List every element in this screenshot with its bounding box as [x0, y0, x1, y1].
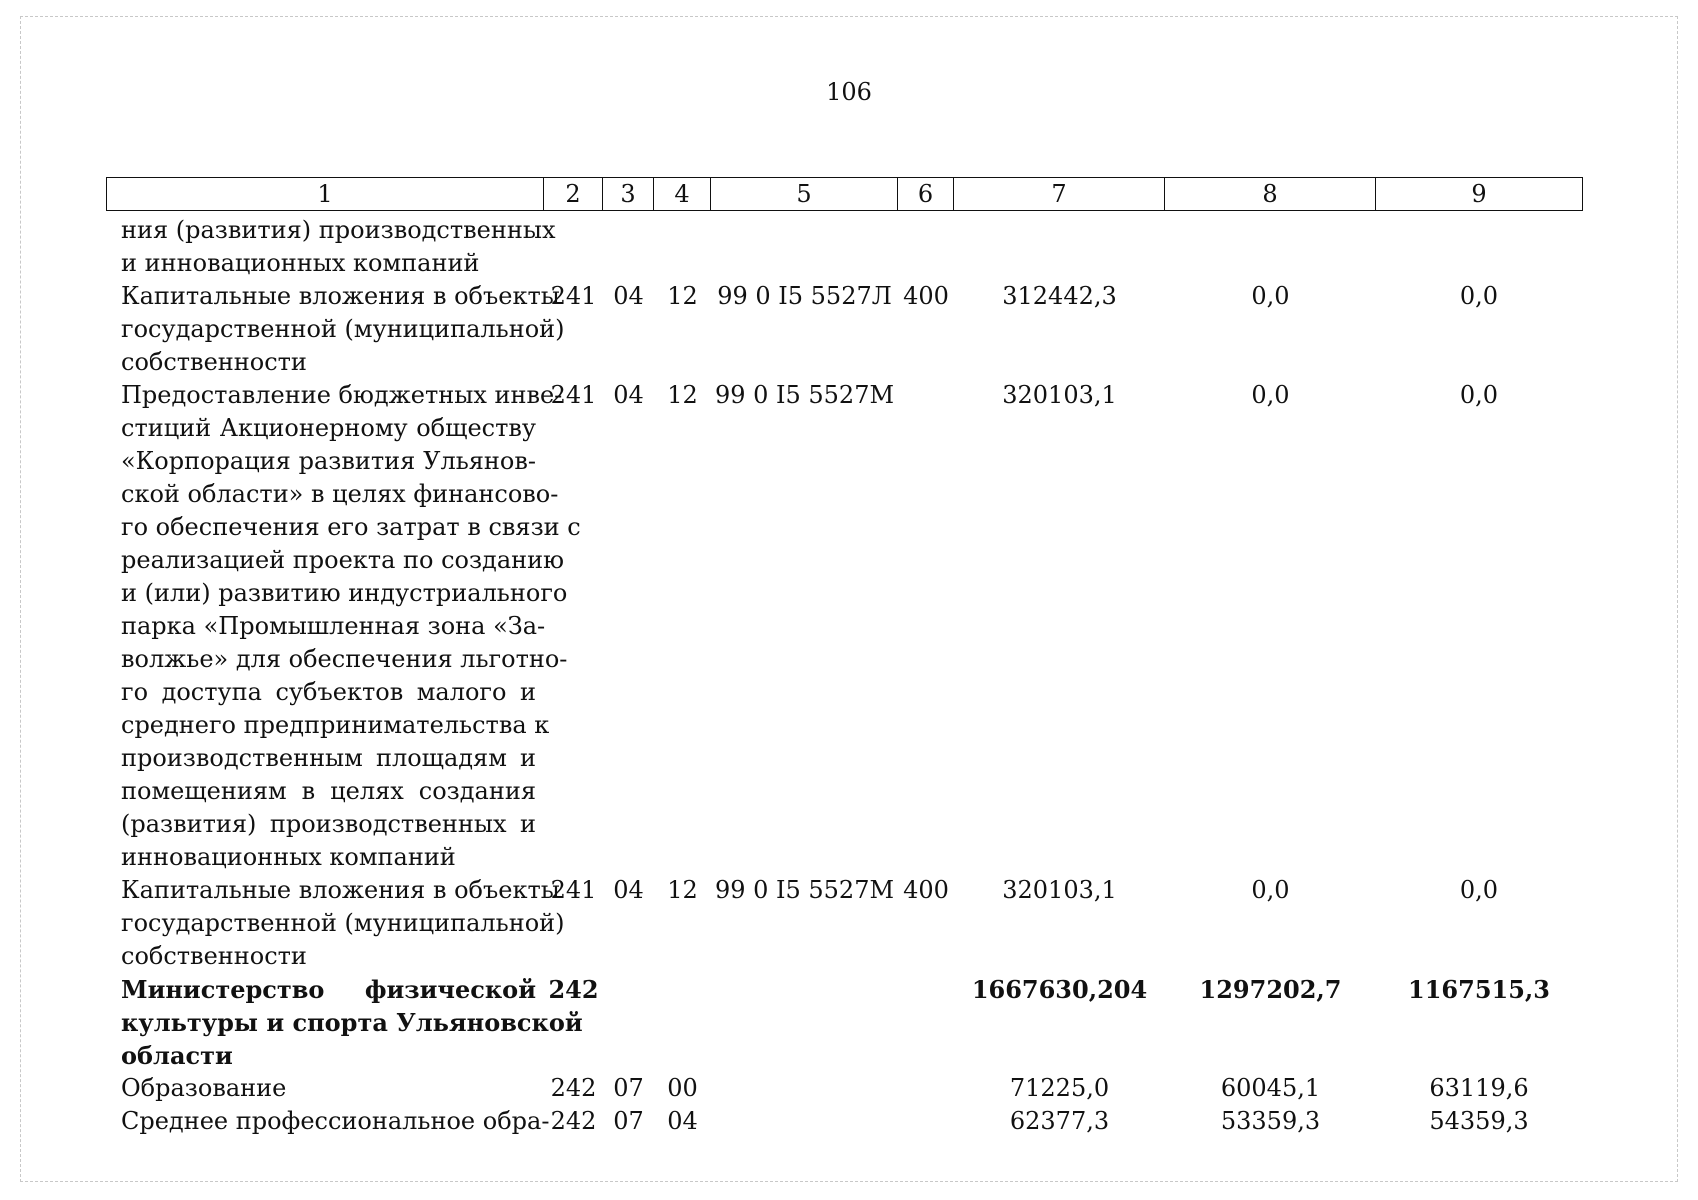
cell-c8: 0,0 — [1251, 381, 1290, 409]
row-name-line: Предоставление бюджетных инве- — [121, 381, 563, 409]
cell-c8: 0,0 — [1251, 876, 1290, 904]
row-name-line: реализацией проекта по созданию — [121, 546, 565, 574]
cell-c7: 320103,1 — [1002, 876, 1117, 904]
cell-c6: 400 — [903, 282, 949, 310]
cell-c2: 241 — [550, 381, 597, 409]
row-name — [121, 1105, 550, 1138]
cell-c3: 07 — [613, 1074, 644, 1102]
cell-c9: 0,0 — [1459, 381, 1499, 409]
row-name-line: го доступа субъектов малого и — [121, 678, 536, 706]
cell-c3: 04 — [613, 876, 644, 904]
row-name-line: «Корпорация развития Ульянов- — [121, 447, 536, 475]
header-col-4: 4 — [654, 178, 711, 210]
header-col-2: 2 — [544, 178, 603, 210]
header-col-9: 9 — [1471, 180, 1487, 208]
row-name-line: помещениям в целях создания — [121, 777, 536, 805]
row-name — [121, 214, 556, 280]
cell-c8: 53359,3 — [1220, 1107, 1321, 1135]
cell-c7: 312442,3 — [1002, 282, 1117, 310]
cell-c9: 0,0 — [1459, 876, 1499, 904]
row-name-line: государственной (муниципальной) — [121, 909, 565, 937]
row-name-line: области — [121, 1041, 233, 1070]
cell-c6: 400 — [903, 876, 949, 904]
row-name-line: и (или) развитию индустриального — [121, 579, 568, 607]
row-name — [121, 280, 565, 379]
cell-c9: 63119,6 — [1429, 1074, 1529, 1102]
row-name-line: стиций Акционерному обществу — [121, 414, 536, 442]
cell-c4: 04 — [667, 1107, 698, 1135]
row-name-line: парка «Промышленная зона «За- — [121, 612, 546, 640]
row-name-line: Образование — [121, 1074, 287, 1102]
row-name-line: культуры и спорта Ульяновской — [121, 1008, 583, 1037]
header-col-3: 3 — [603, 178, 654, 210]
row-name-line: Капитальные вложения в объекты — [121, 282, 560, 310]
cell-c5: 99 0 I5 5527Л — [717, 282, 892, 310]
row-name-line: Министерство физической — [121, 975, 536, 1004]
row-name-line: го обеспечения его затрат в связи с — [121, 513, 581, 541]
cell-c2: 242 — [550, 1107, 597, 1135]
row-name-line: государственной (муниципальной) — [121, 315, 565, 343]
cell-c4: 00 — [667, 1074, 698, 1102]
row-name — [121, 1072, 536, 1105]
row-name-line: собственности — [121, 348, 307, 376]
cell-c5: 99 0 I5 5527М — [714, 876, 895, 904]
cell-c2: 242 — [548, 975, 599, 1004]
row-name-line: собственности — [121, 942, 307, 970]
row-name-line: ской области» в целях финансово- — [121, 480, 559, 508]
cell-c7: 320103,1 — [1002, 381, 1117, 409]
cell-c2: 241 — [550, 282, 597, 310]
cell-c4: 12 — [667, 282, 698, 310]
page-number: 106 — [826, 78, 872, 106]
row-name-line: производственным площадям и — [121, 744, 536, 772]
cell-c8: 0,0 — [1251, 282, 1290, 310]
header-col-1: 1 — [107, 178, 544, 210]
row-name-line: инновационных компаний — [121, 843, 456, 871]
header-col-7: 7 — [954, 178, 1165, 210]
cell-c9: 54359,3 — [1429, 1107, 1529, 1135]
header-col-5: 5 — [711, 178, 898, 210]
row-name — [121, 874, 565, 973]
row-name-line: и инновационных компаний — [121, 249, 480, 277]
row-name-line: волжье» для обеспечения льготно- — [121, 645, 568, 673]
header-col-6: 6 — [898, 178, 954, 210]
header-col-8: 8 — [1165, 178, 1376, 210]
cell-c9: 1167515,3 — [1408, 975, 1550, 1004]
cell-c3: 04 — [613, 282, 644, 310]
row-name-line: Капитальные вложения в объекты — [121, 876, 560, 904]
cell-c5: 99 0 I5 5527М — [714, 381, 895, 409]
cell-c8: 60045,1 — [1220, 1074, 1321, 1102]
cell-c2: 241 — [550, 876, 597, 904]
table-header-row — [106, 177, 1583, 211]
cell-c3: 07 — [613, 1107, 644, 1135]
row-name-line: (развития) производственных и — [121, 810, 536, 838]
row-name-line: Среднее профессиональное обра- — [121, 1107, 550, 1135]
cell-c8: 1297202,7 — [1199, 975, 1342, 1004]
row-name-line: ния (развития) производственных — [121, 216, 556, 244]
cell-c2: 242 — [550, 1074, 597, 1102]
cell-c3: 04 — [613, 381, 644, 409]
cell-c7: 71225,0 — [1009, 1074, 1110, 1102]
cell-c4: 12 — [667, 381, 698, 409]
cell-c4: 12 — [667, 876, 698, 904]
cell-c7: 62377,3 — [1009, 1107, 1110, 1135]
cell-c7: 1667630,204 — [971, 975, 1148, 1004]
cell-c9: 0,0 — [1459, 282, 1499, 310]
row-name-line: среднего предпринимательства к — [121, 711, 550, 739]
